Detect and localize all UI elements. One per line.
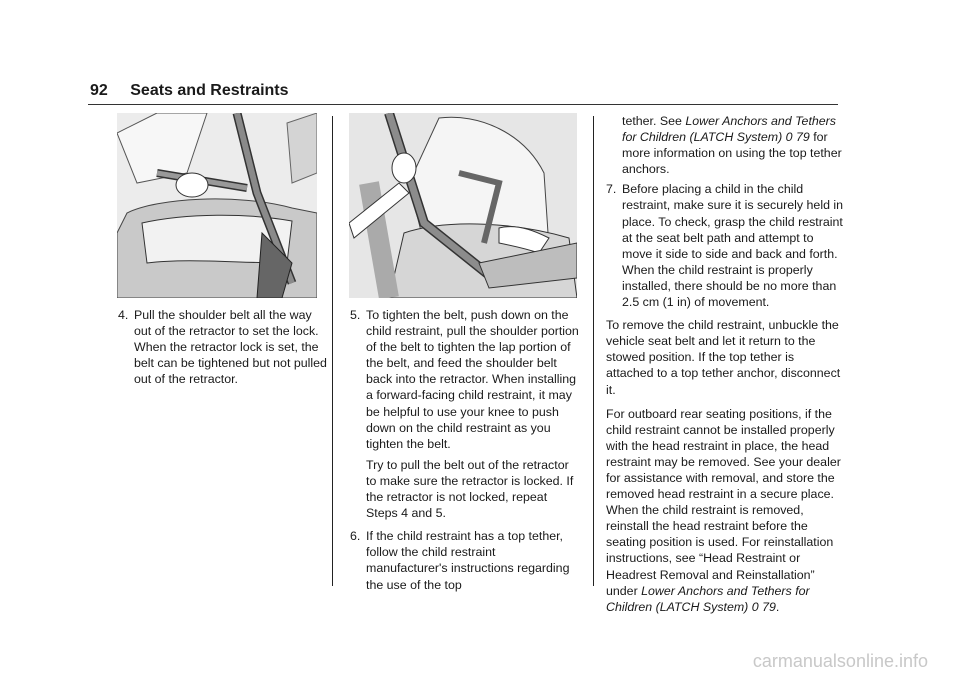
page-reference[interactable]: 0 79 [751,599,776,614]
step-number: 5. [350,308,361,322]
step-7 [606,181,844,310]
step-number: 6. [350,529,361,544]
step-text: To tighten the belt, push down on the child restraint, pull the shoulder portion of the belt to tighten the lap portion of the belt, and feed the shoulder belt back into the retractor. When installing a forward-facing child restraint, it may be helpful to use your knee to push down on the child restraint as you tighten the belt. [366,308,579,451]
page-reference[interactable]: 0 79 [785,130,810,145]
text: tether. See [622,114,686,128]
text: For outboard rear seating positions, if the child restraint cannot be installed properly with the head restraint in place, the head restraint may be removed. See your dealer for assistance with removal, and store the removed head restraint in a secure place. When the child restraint is removed, reinstall the head restraint before the seating position is used. For reinstallation instructions, see “Head Restraint or Headrest Removal and Reinstallation” under [606,406,841,598]
cross-reference-link[interactable]: Lower Anchors and Tethers for Children (LATCH System) [622,114,836,145]
column-1 [118,307,330,394]
text: . [775,599,780,614]
step-5-note: Try to pull the belt out of the retractor to make sure the retractor is locked. If the retractor is not locked, repeat Steps 4 and 5. [366,457,574,521]
page-number: 92 [90,82,108,99]
header-rule [88,104,838,105]
step-text: Before placing a child in the child restraint, make sure it is securely held in place. To check, grasp the child restraint at the seat belt path and attempt to move it side to side and back and forth. When the child restraint is properly installed, there should be no more than 2.5 cm (1 in) of movement. [622,182,844,310]
step-5 [350,307,580,452]
step-4 [118,307,330,387]
step-text: If the child restraint has a top tether, follow the child restraint manufacturer's instructions regarding the use of the top [366,529,570,592]
step-number: 4. [118,308,129,322]
seat-belt-illustration-1 [117,113,317,298]
paragraph-remove-restraint: To remove the child restraint, unbuckle the vehicle seat belt and let it return to the stowed position. If the top tether is attached to a top tether anchor, disconnect it. [606,318,841,397]
cross-reference-link[interactable]: Lower Anchors and Tethers for Children (LATCH System) [606,583,810,614]
column-2 [350,307,580,600]
step-text: Pull the shoulder belt all the way out of the retractor to set the lock. When the retractor lock is set, the belt can be tightened but not pulled out of the retractor. [134,308,327,387]
text: for more information on using the top tether anchors. [622,130,842,177]
column-3 [606,113,844,623]
seat-belt-illustration-2 [349,113,577,298]
paragraph-head-restraint [606,406,844,615]
step-6 [350,528,580,592]
column-divider-1 [332,116,333,586]
step-6-continued [606,113,844,177]
step-number: 7. [606,182,617,197]
column-divider-2 [593,116,594,586]
watermark: carmanualsonline.info [752,651,928,671]
page-header [90,82,289,100]
section-title: Seats and Restraints [130,82,289,99]
